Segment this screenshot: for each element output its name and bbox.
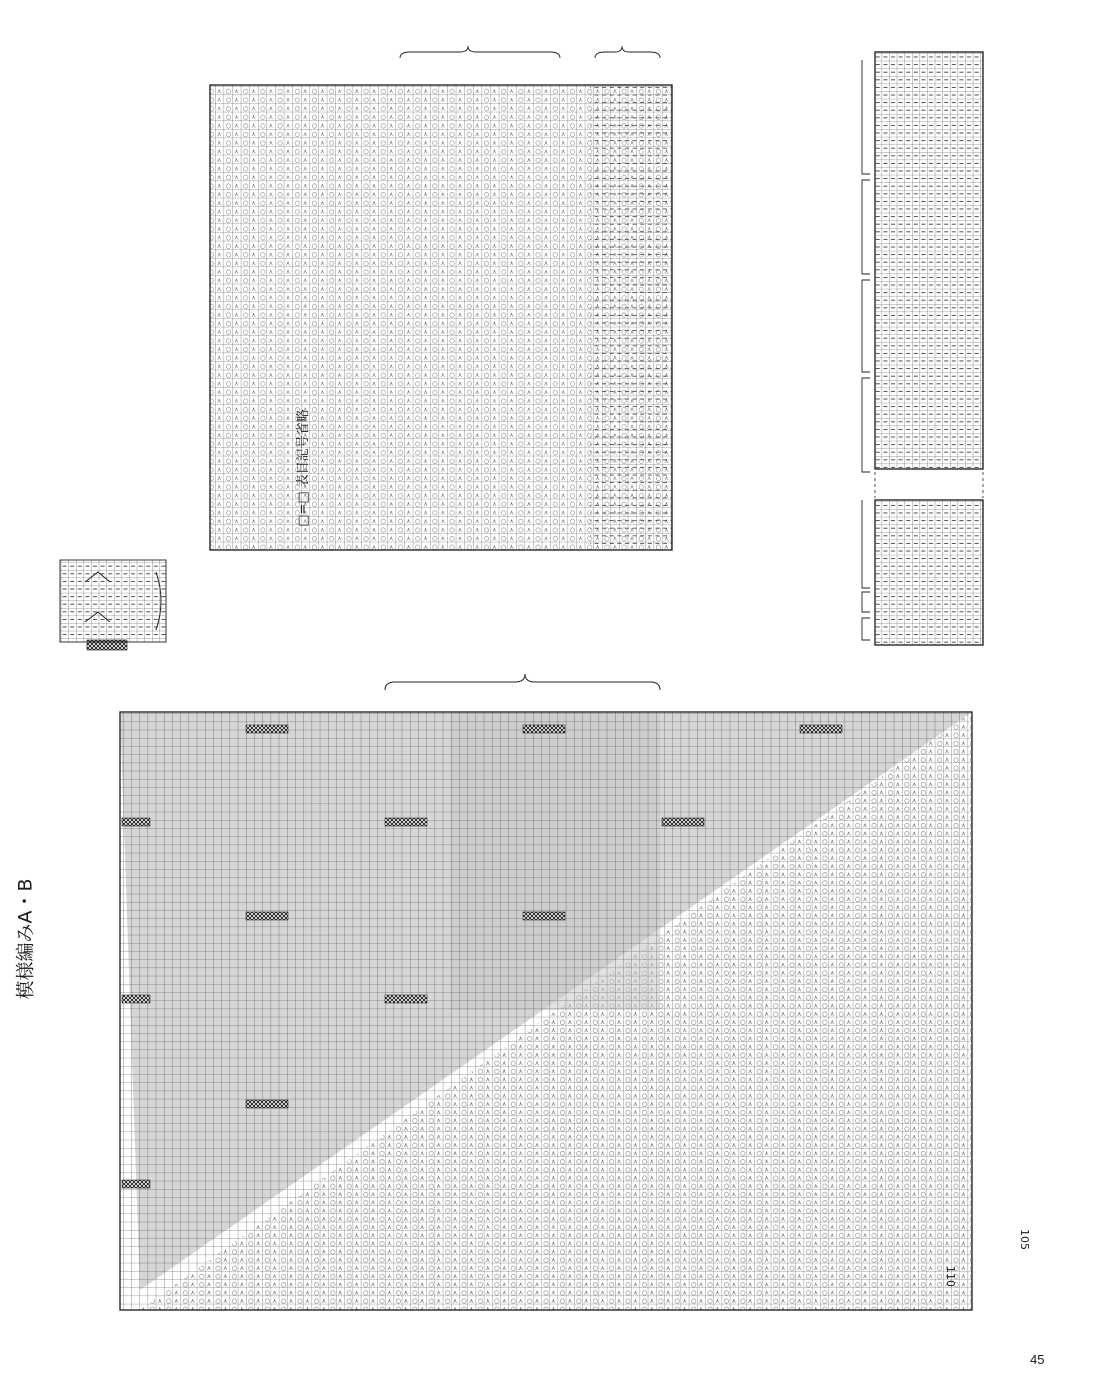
hatched-block	[246, 912, 288, 920]
svg-text:110: 110	[944, 1266, 957, 1287]
hatched-block	[246, 725, 288, 733]
hatched-block	[523, 725, 565, 733]
inset-symbol-diagram	[60, 560, 166, 642]
repeat-bracket	[385, 674, 660, 690]
hatched-block	[246, 1100, 288, 1108]
hatched-block	[122, 995, 150, 1003]
svg-text:105: 105	[1018, 1229, 1031, 1250]
chart-ab-title: 模様編みA・B	[14, 878, 37, 1000]
repeat-a-bracket	[595, 46, 660, 58]
page-number: 45	[1030, 1352, 1045, 1367]
garter-break	[875, 472, 983, 498]
hatched-block	[385, 818, 427, 826]
hatched-block	[122, 818, 150, 826]
hatched-block	[800, 725, 842, 733]
hatched-block	[523, 912, 565, 920]
chart-ab-legend: □=□ 表目記号省略	[295, 409, 311, 527]
repeat-b-bracket	[400, 46, 560, 58]
hatched-block	[385, 995, 427, 1003]
hatched-block	[122, 1180, 150, 1188]
garter-span-brackets	[862, 60, 870, 640]
hatched-block	[662, 818, 704, 826]
